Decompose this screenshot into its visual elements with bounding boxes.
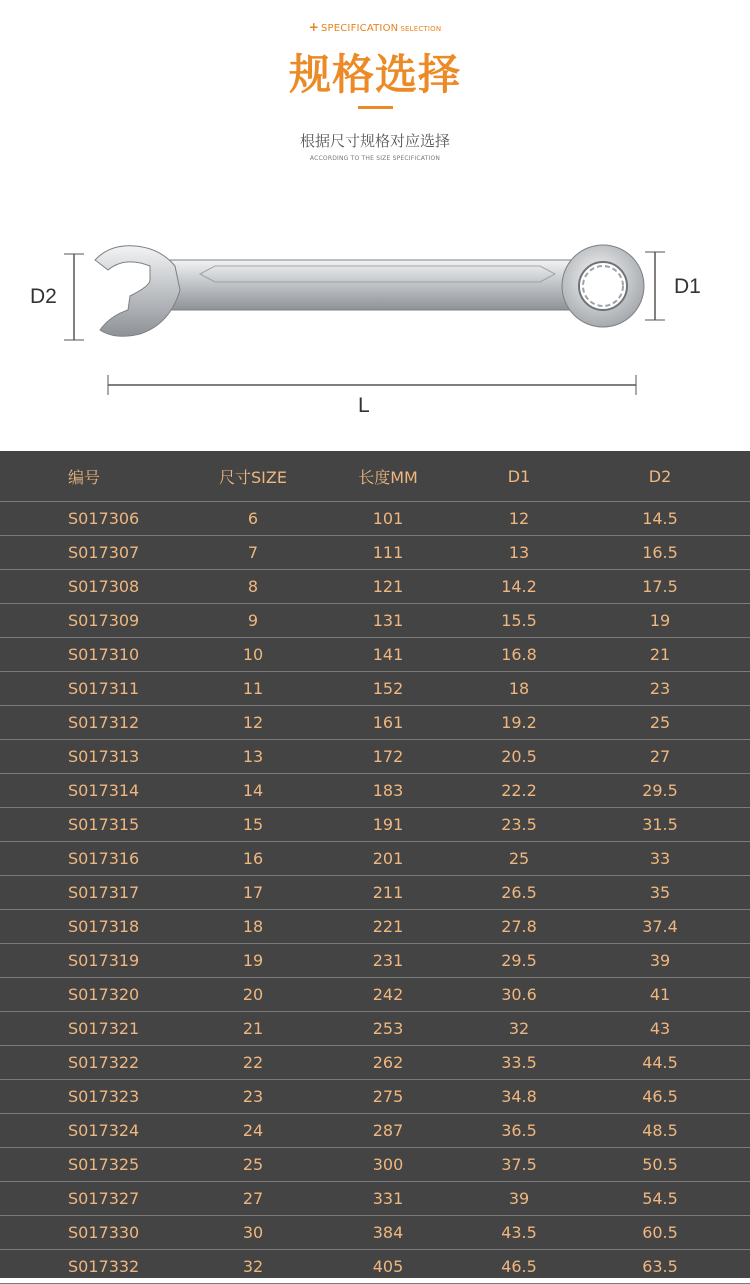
cell-length: 275 xyxy=(308,1080,468,1114)
cell-code: S017325 xyxy=(0,1148,198,1182)
cell-size: 12 xyxy=(198,706,308,740)
cell-d2: 43 xyxy=(570,1012,750,1046)
cell-length: 201 xyxy=(308,842,468,876)
cell-d2: 54.5 xyxy=(570,1182,750,1216)
cell-d2: 14.5 xyxy=(570,502,750,536)
table-row xyxy=(0,1250,750,1284)
table-row xyxy=(0,1080,750,1114)
cell-code: S017327 xyxy=(0,1182,198,1216)
cell-d2: 37.4 xyxy=(570,910,750,944)
cell-code: S017307 xyxy=(0,536,198,570)
eyebrow-small: SELECTION xyxy=(400,25,442,33)
table-row xyxy=(0,570,750,604)
column-header-size: 尺寸SIZE xyxy=(198,451,308,502)
cell-code: S017324 xyxy=(0,1114,198,1148)
table-row xyxy=(0,502,750,536)
table-row xyxy=(0,978,750,1012)
cell-d1: 29.5 xyxy=(468,944,570,978)
cell-d2: 21 xyxy=(570,638,750,672)
cell-d2: 19 xyxy=(570,604,750,638)
table-row xyxy=(0,1114,750,1148)
cell-length: 101 xyxy=(308,502,468,536)
cell-length: 141 xyxy=(308,638,468,672)
cell-code: S017330 xyxy=(0,1216,198,1250)
table-row xyxy=(0,876,750,910)
cell-d1: 20.5 xyxy=(468,740,570,774)
table-row xyxy=(0,910,750,944)
cell-size: 19 xyxy=(198,944,308,978)
table-header-row xyxy=(0,451,750,502)
spec-header-section xyxy=(0,0,750,451)
cell-d2: 31.5 xyxy=(570,808,750,842)
cell-d2: 27 xyxy=(570,740,750,774)
cell-d2: 25 xyxy=(570,706,750,740)
wrench-icon xyxy=(95,245,644,336)
cell-size: 25 xyxy=(198,1148,308,1182)
cell-d2: 17.5 xyxy=(570,570,750,604)
cell-code: S017309 xyxy=(0,604,198,638)
page-subtitle: 根据尺寸规格对应选择 xyxy=(299,132,450,150)
cell-size: 22 xyxy=(198,1046,308,1080)
cell-d1: 19.2 xyxy=(468,706,570,740)
cell-d1: 36.5 xyxy=(468,1114,570,1148)
cell-d1: 13 xyxy=(468,536,570,570)
eyebrow-caption xyxy=(0,20,750,34)
l-label: L xyxy=(358,394,370,417)
cell-length: 183 xyxy=(308,774,468,808)
cell-d2: 46.5 xyxy=(570,1080,750,1114)
cell-length: 242 xyxy=(308,978,468,1012)
cell-d2: 41 xyxy=(570,978,750,1012)
table-row xyxy=(0,706,750,740)
cell-length: 287 xyxy=(308,1114,468,1148)
cell-code: S017306 xyxy=(0,502,198,536)
cell-d1: 43.5 xyxy=(468,1216,570,1250)
cell-size: 23 xyxy=(198,1080,308,1114)
cell-code: S017317 xyxy=(0,876,198,910)
table-row xyxy=(0,808,750,842)
page-subtitle-en: ACCORDING TO THE SIZE SPECIFICATION xyxy=(309,155,441,162)
cell-code: S017314 xyxy=(0,774,198,808)
cell-length: 405 xyxy=(308,1250,468,1284)
table-row xyxy=(0,1216,750,1250)
cell-size: 17 xyxy=(198,876,308,910)
cell-code: S017332 xyxy=(0,1250,198,1284)
cell-length: 262 xyxy=(308,1046,468,1080)
cell-d1: 33.5 xyxy=(468,1046,570,1080)
cell-size: 32 xyxy=(198,1250,308,1284)
cell-size: 8 xyxy=(198,570,308,604)
cell-length: 172 xyxy=(308,740,468,774)
cell-length: 231 xyxy=(308,944,468,978)
cell-size: 20 xyxy=(198,978,308,1012)
cell-length: 161 xyxy=(308,706,468,740)
cell-d1: 14.2 xyxy=(468,570,570,604)
cell-code: S017318 xyxy=(0,910,198,944)
column-header-d1: D1 xyxy=(468,451,570,502)
eyebrow-main: SPECIFICATION xyxy=(320,23,399,34)
cell-code: S017322 xyxy=(0,1046,198,1080)
cell-d2: 29.5 xyxy=(570,774,750,808)
table-body xyxy=(0,502,750,1284)
cell-d2: 50.5 xyxy=(570,1148,750,1182)
cell-d2: 39 xyxy=(570,944,750,978)
table-row xyxy=(0,944,750,978)
table-row xyxy=(0,638,750,672)
cell-length: 152 xyxy=(308,672,468,706)
cell-d2: 16.5 xyxy=(570,536,750,570)
cell-length: 191 xyxy=(308,808,468,842)
cell-code: S017311 xyxy=(0,672,198,706)
cell-size: 18 xyxy=(198,910,308,944)
cell-size: 15 xyxy=(198,808,308,842)
cell-d1: 37.5 xyxy=(468,1148,570,1182)
table-row xyxy=(0,1046,750,1080)
cell-size: 13 xyxy=(198,740,308,774)
table-row xyxy=(0,672,750,706)
cell-code: S017320 xyxy=(0,978,198,1012)
cell-d1: 46.5 xyxy=(468,1250,570,1284)
cell-length: 300 xyxy=(308,1148,468,1182)
cell-length: 211 xyxy=(308,876,468,910)
cell-length: 221 xyxy=(308,910,468,944)
cell-d2: 63.5 xyxy=(570,1250,750,1284)
table-row xyxy=(0,842,750,876)
cell-size: 7 xyxy=(198,536,308,570)
cell-size: 30 xyxy=(198,1216,308,1250)
table-row xyxy=(0,604,750,638)
cell-length: 384 xyxy=(308,1216,468,1250)
cell-size: 16 xyxy=(198,842,308,876)
cell-code: S017313 xyxy=(0,740,198,774)
cell-d1: 30.6 xyxy=(468,978,570,1012)
cell-d1: 25 xyxy=(468,842,570,876)
cell-size: 21 xyxy=(198,1012,308,1046)
cell-d1: 18 xyxy=(468,672,570,706)
cell-code: S017308 xyxy=(0,570,198,604)
spec-table xyxy=(0,451,750,1284)
wrench-dimension-diagram xyxy=(0,230,750,430)
cell-d1: 34.8 xyxy=(468,1080,570,1114)
cell-length: 253 xyxy=(308,1012,468,1046)
cell-size: 14 xyxy=(198,774,308,808)
cell-code: S017319 xyxy=(0,944,198,978)
cell-code: S017316 xyxy=(0,842,198,876)
cell-code: S017315 xyxy=(0,808,198,842)
cell-d1: 32 xyxy=(468,1012,570,1046)
cell-d1: 12 xyxy=(468,502,570,536)
cell-d1: 26.5 xyxy=(468,876,570,910)
cell-code: S017321 xyxy=(0,1012,198,1046)
cell-d1: 39 xyxy=(468,1182,570,1216)
cell-size: 6 xyxy=(198,502,308,536)
cell-d2: 60.5 xyxy=(570,1216,750,1250)
cell-size: 11 xyxy=(198,672,308,706)
d2-label: D2 xyxy=(30,285,57,308)
cell-size: 9 xyxy=(198,604,308,638)
cell-d2: 35 xyxy=(570,876,750,910)
cell-code: S017323 xyxy=(0,1080,198,1114)
table-row xyxy=(0,740,750,774)
cell-length: 111 xyxy=(308,536,468,570)
table-row xyxy=(0,536,750,570)
cell-d2: 48.5 xyxy=(570,1114,750,1148)
cell-size: 24 xyxy=(198,1114,308,1148)
page-title: 规格选择 xyxy=(288,50,461,99)
spec-table-section xyxy=(0,451,750,1278)
cell-length: 121 xyxy=(308,570,468,604)
cell-d1: 22.2 xyxy=(468,774,570,808)
cell-length: 131 xyxy=(308,604,468,638)
column-header-d2: D2 xyxy=(570,451,750,502)
cell-code: S017312 xyxy=(0,706,198,740)
cell-d2: 23 xyxy=(570,672,750,706)
table-row xyxy=(0,1148,750,1182)
table-row xyxy=(0,1012,750,1046)
table-row xyxy=(0,1182,750,1216)
d1-label: D1 xyxy=(674,275,701,298)
table-row xyxy=(0,774,750,808)
cell-code: S017310 xyxy=(0,638,198,672)
cell-d1: 23.5 xyxy=(468,808,570,842)
cell-size: 10 xyxy=(198,638,308,672)
cell-d2: 33 xyxy=(570,842,750,876)
column-header-length: 长度MM xyxy=(308,451,468,502)
cell-d1: 15.5 xyxy=(468,604,570,638)
cell-d1: 16.8 xyxy=(468,638,570,672)
title-underline xyxy=(358,106,393,109)
column-header-code: 编号 xyxy=(0,451,198,502)
cell-length: 331 xyxy=(308,1182,468,1216)
cell-d1: 27.8 xyxy=(468,910,570,944)
cell-d2: 44.5 xyxy=(570,1046,750,1080)
cell-size: 27 xyxy=(198,1182,308,1216)
plus-icon: + xyxy=(308,20,319,34)
